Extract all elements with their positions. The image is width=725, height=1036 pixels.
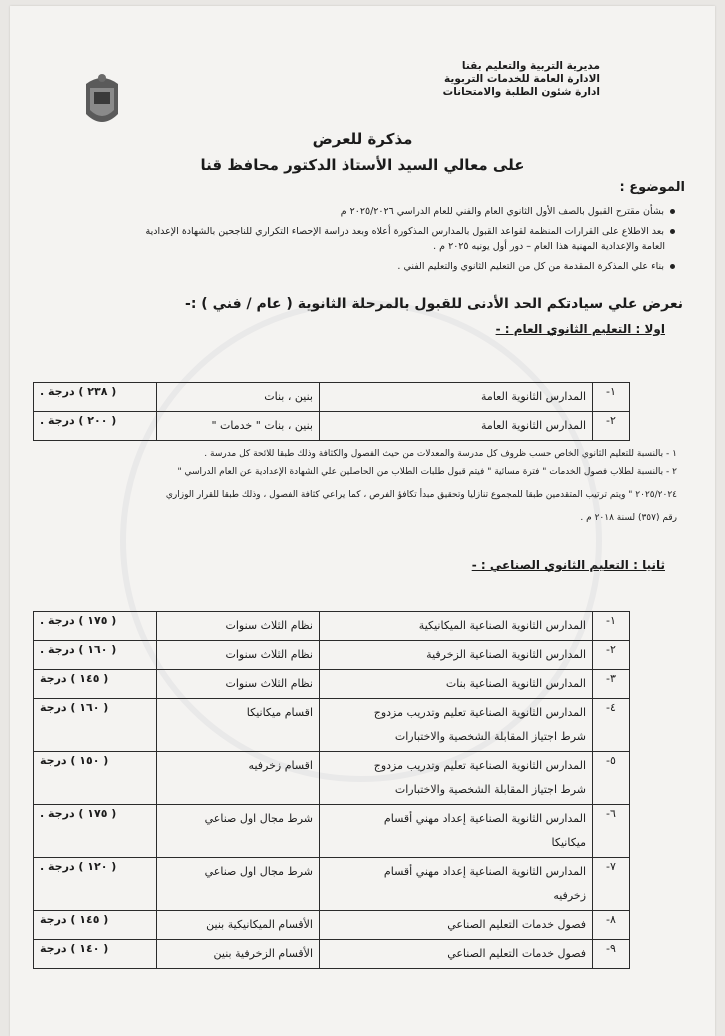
- note-2: ٢ - بالنسبة لطلاب فصول الخدمات " فترة مسائية " فيتم قبول طلبات الطلاب من الحاصلين علي الشهادة الإعدادية عن العام الدراسي ": [177, 467, 677, 477]
- table-row: ١- المدارس الثانوية الصناعية الميكانيكية نظام الثلاث سنوات ( ١٧٥ ) درجة .: [34, 612, 630, 641]
- general-secondary-table: [33, 382, 630, 441]
- table-row: ٥- المدارس الثانوية الصناعية تعليم وتدريب مزدوج شرط اجتياز المقابلة الشخصية والاختبارات اقسام زخرفيه ( ١٥٠ ) درجة: [34, 752, 630, 805]
- table-row: ١- المدارس الثانوية العامة بنين ، بنات ( ٢٣٨ ) درجة .: [34, 383, 630, 412]
- table-row: ٩- فصول خدمات التعليم الصناعي الأقسام الزخرفية بنين ( ١٤٠ ) درجة: [34, 940, 630, 969]
- header-line-2: الادارة العامة للخدمات التربوية: [444, 73, 600, 85]
- header-line-1: مديرية التربية والتعليم بقنا: [461, 60, 600, 72]
- note-2-end: رقم (٣٥٧) لسنة ٢٠١٨ م .: [580, 513, 677, 523]
- bullet-2-cont: العامة والإعدادية المهنية هذا العام – دور أول يونيه ٢٠٢٥ م .: [433, 241, 665, 252]
- section-general-secondary: اولا : التعليم الثانوي العام : -: [495, 322, 665, 336]
- bullet-3: بناء علي المذكرة المقدمة من كل من التعليم الثانوي والتعليم الفني .: [397, 260, 675, 274]
- industrial-secondary-table: [33, 611, 630, 969]
- memo-title: مذكرة للعرض: [312, 130, 413, 148]
- presentation-heading: نعرض علي سيادتكم الحد الأدنى للقبول بالمرحلة الثانوية ( عام / فني ) :-: [185, 296, 683, 312]
- header-line-3: ادارة شئون الطلبة والامتحانات: [442, 86, 600, 98]
- note-2-cont: ٢٠٢٥/٢٠٢٤ " ويتم ترتيب المتقدمين طبقا للمجموع تنازليا وتحقيق مبدأ تكافؤ الفرص ، كما يراعي كثافة الفصول ، وذلك طبقا للقرار الوزاري: [165, 490, 677, 500]
- table-row: ٤- المدارس الثانوية الصناعية تعليم وتدريب مزدوج شرط اجتياز المقابلة الشخصية والاختبارات اقسام ميكانيكا ( ١٦٠ ) درجة: [34, 699, 630, 752]
- table-row: ٦- المدارس الثانوية الصناعية إعداد مهني أقسام ميكانيكا شرط مجال اول صناعي ( ١٧٥ ) درجة .: [34, 805, 630, 858]
- table-row: ٨- فصول خدمات التعليم الصناعي الأقسام الميكانيكية بنين ( ١٤٥ ) درجة: [34, 911, 630, 940]
- subject-label: الموضوع :: [619, 180, 685, 195]
- note-1: ١ - بالنسبة للتعليم الثانوي الخاص حسب ظروف كل مدرسة والمعدلات من حيث الفصول والكثافة وذلك طبقا للائحة كل مدرسة .: [204, 449, 677, 459]
- table-row: ٧- المدارس الثانوية الصناعية إعداد مهني أقسام زخرفيه شرط مجال اول صناعي ( ١٢٠ ) درجة .: [34, 858, 630, 911]
- bullet-2: بعد الاطلاع على القرارات المنظمة لقواعد القبول بالمدارس المذكورة أعلاه وبعد دراسة الإحصاء التكراري للناجحين بالشهادة الإعدادية: [145, 225, 675, 239]
- governorate-emblem-icon: [82, 70, 122, 132]
- table-row: ٢- المدارس الثانوية العامة بنين ، بنات " خدمات " ( ٢٠٠ ) درجة .: [34, 412, 630, 441]
- table-row: ٣- المدارس الثانوية الصناعية بنات نظام الثلاث سنوات ( ١٤٥ ) درجة: [34, 670, 630, 699]
- section-industrial-secondary: ثانيا : التعليم الثانوي الصناعي : -: [471, 558, 665, 572]
- bullet-1: بشأن مقترح القبول بالصف الأول الثانوي العام والفني للعام الدراسي ٢٠٢٥/٢٠٢٦ م: [341, 205, 675, 219]
- table-row: ٢- المدارس الثانوية الصناعية الزخرفية نظام الثلاث سنوات ( ١٦٠ ) درجة .: [34, 641, 630, 670]
- memo-recipient: على معالي السيد الأستاذ الدكتور محافظ قنا: [200, 156, 525, 174]
